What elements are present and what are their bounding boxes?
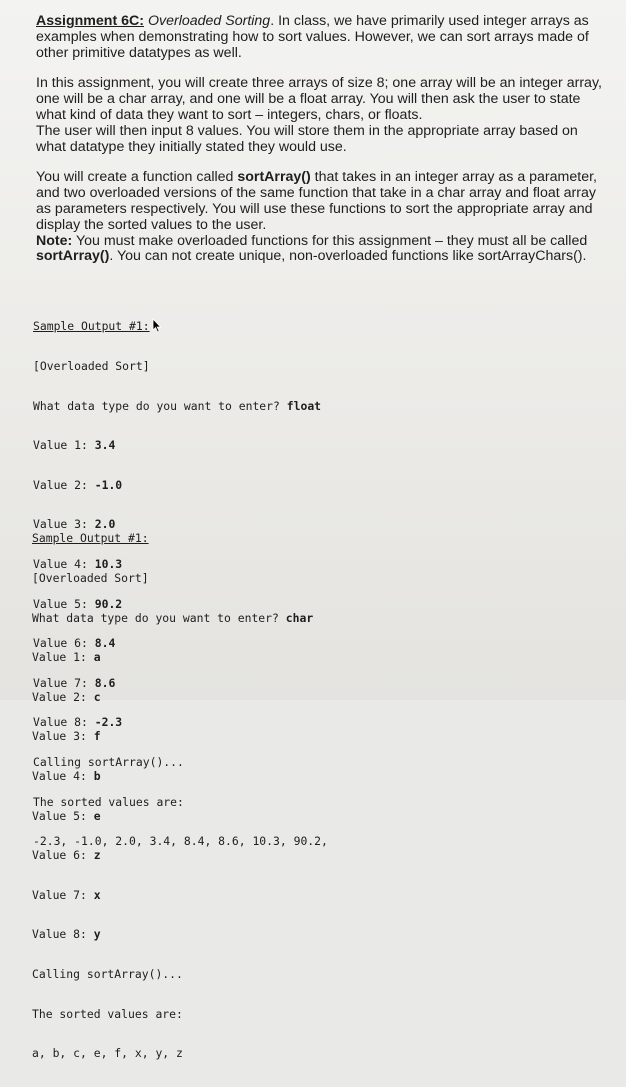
task-text-b: The user will then input 8 values. You will store them in the appropriate array based on what datatype they initially stated they would use. (36, 122, 578, 155)
sample-prompt-answer: float (286, 398, 322, 413)
value-entry: 10.3 (94, 556, 123, 571)
function-name: sortArray() (237, 169, 311, 186)
value-label: Value 7: (32, 887, 87, 902)
sorted-values: -2.3, -1.0, 2.0, 3.4, 8.4, 8.6, 10.3, 90.2, (33, 834, 328, 849)
task-text-a: In this assignment, you will create three arrays of size 8; one array will be an integer array, one will be a char array, and one will be a float array. You will then ask the user to state what kind of data they want to sort – integers, chars, or floats. (36, 75, 602, 123)
note-text-1: You must make overloaded functions for this assignment – they must all be called (72, 232, 588, 249)
value-entry: c (93, 689, 101, 704)
intro-paragraph (36, 14, 610, 61)
value-entry: y (93, 927, 101, 942)
intro-text: . In class, we have primarily used integer arrays as examples when demonstrating how to sort values. However, we can sort arrays made of other primitive datatypes as well. (36, 13, 589, 61)
value-entry: -1.0 (94, 477, 123, 492)
calling-line: Calling sortArray()... (33, 754, 184, 769)
sample-title: Sample Output #1: (33, 319, 150, 334)
value-entry: 8.6 (94, 675, 116, 690)
sample-title: Sample Output #1: (32, 531, 149, 546)
value-entry: x (93, 887, 101, 902)
task-paragraph (36, 76, 610, 155)
function-text-2: that takes in an integer array as a parameter, and two overloaded versions of the same function that take in a char array and float array as parameters respectively. You will use these functions to sort the appropriate array and display the sorted values to the user. (36, 169, 597, 233)
function-paragraph (36, 170, 610, 265)
sample-prompt: What data type do you want to enter? (33, 398, 280, 413)
value-entry: b (93, 768, 101, 783)
value-label: Value 5: (32, 808, 87, 823)
sorted-values: a, b, c, e, f, x, y, z (32, 1046, 183, 1061)
sample-header: [Overloaded Sort] (33, 359, 150, 373)
sorted-label: The sorted values are: (32, 1006, 183, 1021)
assignment-heading: Assignment 6C: (36, 13, 144, 29)
sorted-label: The sorted values are: (33, 794, 184, 809)
sample-prompt: What data type do you want to enter? (32, 610, 279, 625)
value-entry: -2.3 (94, 715, 123, 730)
assignment-text (36, 14, 610, 280)
value-label: Value 7: (33, 675, 88, 690)
sample-header: [Overloaded Sort] (32, 571, 149, 585)
function-text-1: You will create a function called (36, 169, 238, 186)
note-label: Note: (36, 232, 73, 249)
value-label: Value 4: (33, 556, 88, 571)
value-entry: 3.4 (94, 438, 116, 453)
value-label: Value 3: (32, 729, 87, 744)
value-label: Value 2: (33, 477, 88, 492)
value-entry: 2.0 (94, 517, 116, 532)
value-label: Value 8: (32, 927, 87, 942)
value-entry: a (93, 650, 101, 665)
value-label: Value 4: (32, 768, 87, 783)
value-entry: 90.2 (94, 596, 123, 611)
value-label: Value 1: (32, 650, 87, 665)
value-entry: f (93, 729, 101, 744)
value-entry: e (93, 808, 101, 823)
value-label: Value 6: (32, 848, 87, 863)
value-label: Value 2: (32, 689, 87, 704)
value-label: Value 8: (33, 715, 88, 730)
value-entry: 8.4 (94, 636, 116, 651)
note-function-name: sortArray() (36, 248, 110, 265)
value-label: Value 5: (33, 596, 88, 611)
value-entry: z (93, 848, 101, 863)
value-label: Value 3: (33, 517, 88, 532)
assignment-title: Overloaded Sorting (147, 13, 271, 29)
value-label: Value 6: (33, 636, 88, 651)
sample-prompt-answer: char (285, 610, 314, 625)
calling-line: Calling sortArray()... (32, 966, 183, 981)
value-label: Value 1: (33, 438, 88, 453)
mouse-cursor-icon (152, 318, 162, 336)
sample-output-char (32, 506, 313, 1087)
note-text-2: . You can not create unique, non-overloaded functions like sortArrayChars(). (109, 248, 587, 265)
